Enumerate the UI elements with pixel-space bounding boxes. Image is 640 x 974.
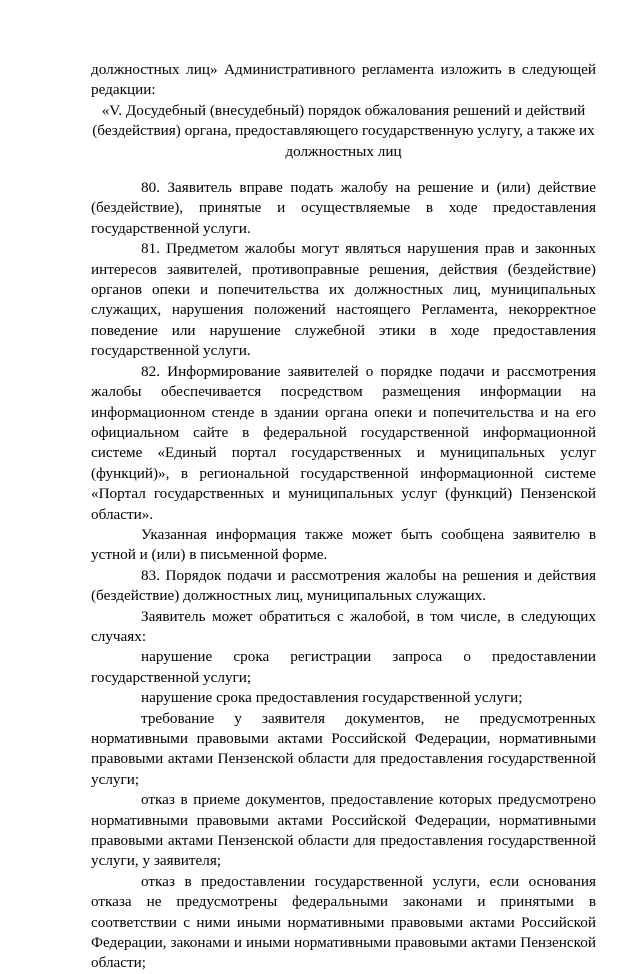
paragraph-81: 81. Предметом жалобы могут являться нарушения прав и законных интересов заявителей, противоправные решения, действия (бездействие) органов опеки и попечительства их должностных лиц, муниципальных служащих, нарушения положений настоящего Регламента, некорректное поведение или нарушение служебной этики в ходе предоставления государственной услуги. <box>91 240 596 360</box>
case-item: отказ в предоставлении государственной услуги, если основания отказа не предусмотрены федеральными законами и принятыми в соответствии с ними иными нормативными правовыми актами Российской Федерации, законами и иными нормативными правовыми актами Пензенской области; <box>91 872 596 972</box>
paragraph-82: 82. Информирование заявителей о порядке подачи и рассмотрения жалобы обеспечивается посредством размещения информации на информационном стенде в здании органа опеки и попечительства и на его официальном сайте в федеральной государственной информационной системе «Единый портал государственных и муниципальных услуг (функций)», в региональной государственной информационной системе «Портал государственных и муниципальных услуг (функций) Пензенской области». <box>91 362 596 523</box>
paragraph-82-continuation: Указанная информация также может быть сообщена заявителю в устной и (или) в письменной форме. <box>91 525 596 564</box>
paragraph-83-cases-intro: Заявитель может обратиться с жалобой, в том числе, в следующих случаях: <box>91 607 596 645</box>
case-item: нарушение срока регистрации запроса о предоставлении государственной услуги; <box>91 648 596 686</box>
paragraph-80: 80. Заявитель вправе подать жалобу на решение и (или) действие (бездействие), принятые и осуществляемые в ходе предоставления государственной услуги. <box>91 179 596 237</box>
paragraph-83: 83. Порядок подачи и рассмотрения жалобы на решения и действия (бездействие) должностных лиц, муниципальных служащих. <box>91 566 596 605</box>
case-item: нарушение срока предоставления государственной услуги; <box>141 689 523 707</box>
case-item: требование у заявителя документов, не предусмотренных нормативными правовыми актами Российской Федерации, нормативными правовыми актами Пензенской области для предоставления государственной услуги; <box>91 709 596 788</box>
section-heading: «V. Досудебный (внесудебный) порядок обжалования решений и действий (бездействия) органа, предоставляющего государственную услугу, а также их должностных лиц <box>92 101 595 160</box>
intro-paragraph: должностных лиц» Административного регламента изложить в следующей редакции: <box>91 61 596 99</box>
case-item: отказ в приеме документов, предоставление которых предусмотрено нормативными правовыми актами Российской Федерации, нормативными правовыми актами Пензенской области для предоставления государственной услуги, у заявителя; <box>91 791 596 870</box>
